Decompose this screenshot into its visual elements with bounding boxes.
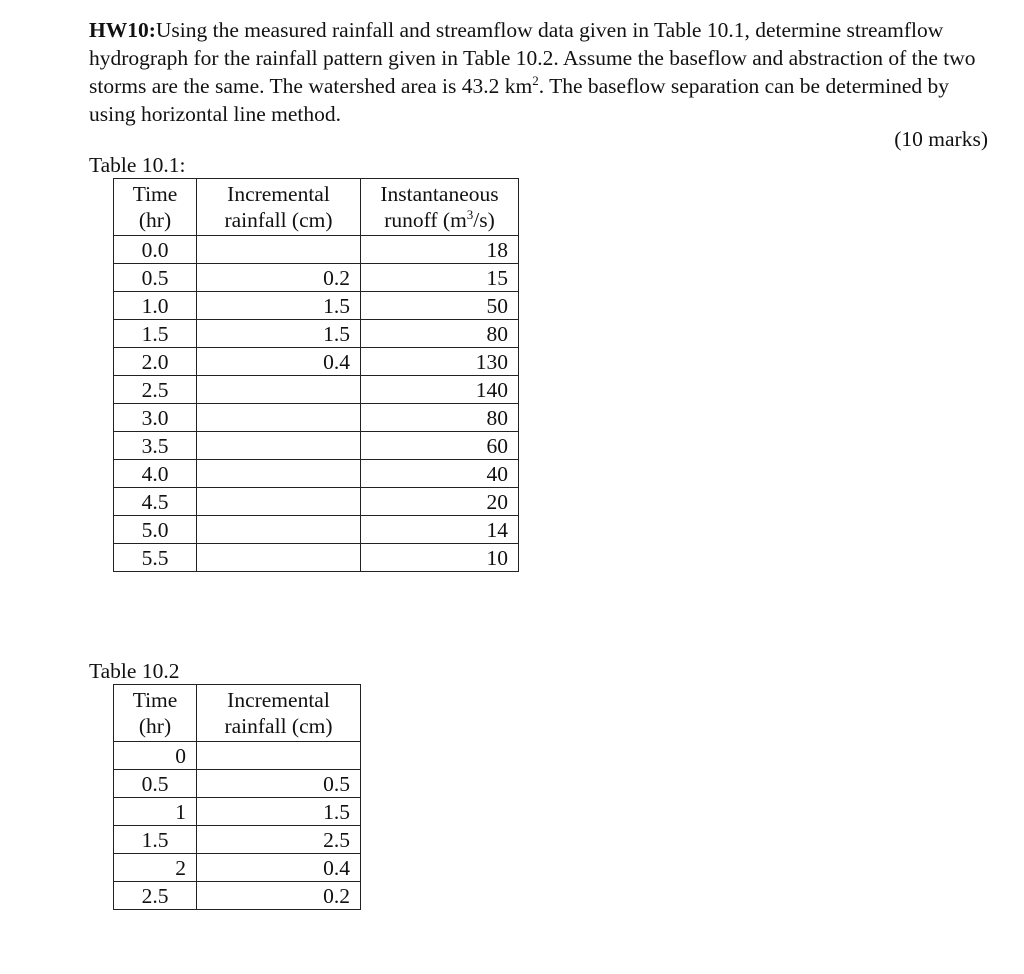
table1-header-row — [114, 179, 519, 236]
runoff-cell: 18 — [361, 236, 519, 264]
runoff-cell: 15 — [361, 264, 519, 292]
rainfall-cell: 0.4 — [197, 348, 361, 376]
header-text: (hr) — [138, 714, 172, 738]
rainfall-cell — [197, 460, 361, 488]
header-text: Time — [132, 182, 178, 206]
runoff-cell: 40 — [361, 460, 519, 488]
table-row — [114, 516, 519, 544]
table2-body — [114, 742, 361, 910]
runoff-cell: 10 — [361, 544, 519, 572]
rainfall-cell: 2.5 — [197, 826, 361, 854]
rainfall-cell — [197, 488, 361, 516]
table-row — [114, 460, 519, 488]
table1-caption: Table 10.1: — [89, 153, 186, 177]
homework-label: HW10: — [89, 18, 156, 42]
rainfall-cell — [197, 376, 361, 404]
table1-runoff-header — [361, 179, 519, 236]
runoff-cell: 60 — [361, 432, 519, 460]
table-10-2 — [113, 684, 361, 910]
table-row — [114, 544, 519, 572]
rainfall-cell: 0.5 — [197, 770, 361, 798]
table2-caption: Table 10.2 — [89, 659, 180, 683]
time-cell: 4.0 — [114, 460, 197, 488]
runoff-cell: 50 — [361, 292, 519, 320]
table1-body — [114, 236, 519, 572]
time-cell: 1.0 — [114, 292, 197, 320]
time-cell: 2 — [114, 854, 197, 882]
table-row — [114, 320, 519, 348]
table-row — [114, 404, 519, 432]
time-cell: 0 — [114, 742, 197, 770]
time-cell: 5.5 — [114, 544, 197, 572]
table-row — [114, 264, 519, 292]
rainfall-cell — [197, 236, 361, 264]
rainfall-cell — [197, 432, 361, 460]
time-cell: 2.0 — [114, 348, 197, 376]
runoff-exponent: 3 — [466, 206, 474, 222]
header-text: (hr) — [138, 208, 172, 232]
runoff-cell: 140 — [361, 376, 519, 404]
header-text: rainfall (cm) — [224, 208, 333, 232]
marks-label: (10 marks) — [894, 127, 988, 151]
table-row — [114, 432, 519, 460]
table-row — [114, 882, 361, 910]
table2-time-header — [114, 685, 197, 742]
rainfall-cell — [197, 544, 361, 572]
header-text: rainfall (cm) — [224, 714, 333, 738]
rainfall-cell: 0.4 — [197, 854, 361, 882]
rainfall-cell: 1.5 — [197, 292, 361, 320]
time-cell: 1 — [114, 798, 197, 826]
table2-rainfall-header — [197, 685, 361, 742]
time-cell: 3.5 — [114, 432, 197, 460]
table-row — [114, 770, 361, 798]
time-cell: 0.5 — [114, 264, 197, 292]
header-text-units — [361, 207, 518, 233]
rainfall-cell — [197, 742, 361, 770]
table2-header-row — [114, 685, 361, 742]
table1-time-header — [114, 179, 197, 236]
time-cell: 2.5 — [114, 882, 197, 910]
time-cell: 1.5 — [114, 320, 197, 348]
time-cell: 4.5 — [114, 488, 197, 516]
rainfall-cell: 1.5 — [197, 320, 361, 348]
rainfall-cell: 1.5 — [197, 798, 361, 826]
problem-text-part1: Using the measured rainfall and streamflow data given in Table 10.1, determine streamflow hydrograph for the rainfall pattern given in Table 10.2. Assume the baseflow and abstraction of the two storms are the same. The watershed area is 43.2 km — [89, 18, 976, 98]
problem-text-part2: . The baseflow separation can be determined by using horizontal line method. — [89, 74, 950, 126]
table1-rainfall-header — [197, 179, 361, 236]
area-exponent: 2 — [532, 72, 539, 88]
table-row — [114, 376, 519, 404]
time-cell: 2.5 — [114, 376, 197, 404]
runoff-cell: 14 — [361, 516, 519, 544]
runoff-cell: 130 — [361, 348, 519, 376]
table-row — [114, 798, 361, 826]
runoff-cell: 80 — [361, 320, 519, 348]
header-text: runoff (m — [384, 208, 467, 232]
time-cell: 5.0 — [114, 516, 197, 544]
problem-statement — [89, 16, 989, 128]
header-text: Incremental — [227, 182, 330, 206]
rainfall-cell: 0.2 — [197, 264, 361, 292]
table-row — [114, 292, 519, 320]
runoff-cell: 80 — [361, 404, 519, 432]
rainfall-cell — [197, 404, 361, 432]
header-text: Incremental — [227, 688, 330, 712]
table-row — [114, 826, 361, 854]
time-cell: 0.0 — [114, 236, 197, 264]
runoff-cell: 20 — [361, 488, 519, 516]
time-cell: 1.5 — [114, 826, 197, 854]
table-row — [114, 348, 519, 376]
header-text: Instantaneous — [380, 182, 499, 206]
table-row — [114, 854, 361, 882]
table-row — [114, 236, 519, 264]
header-text: /s) — [473, 208, 495, 232]
rainfall-cell: 0.2 — [197, 882, 361, 910]
time-cell: 3.0 — [114, 404, 197, 432]
rainfall-cell — [197, 516, 361, 544]
table-10-1 — [113, 178, 519, 572]
header-text: Time — [132, 688, 178, 712]
table-row — [114, 742, 361, 770]
time-cell: 0.5 — [114, 770, 197, 798]
table-row — [114, 488, 519, 516]
